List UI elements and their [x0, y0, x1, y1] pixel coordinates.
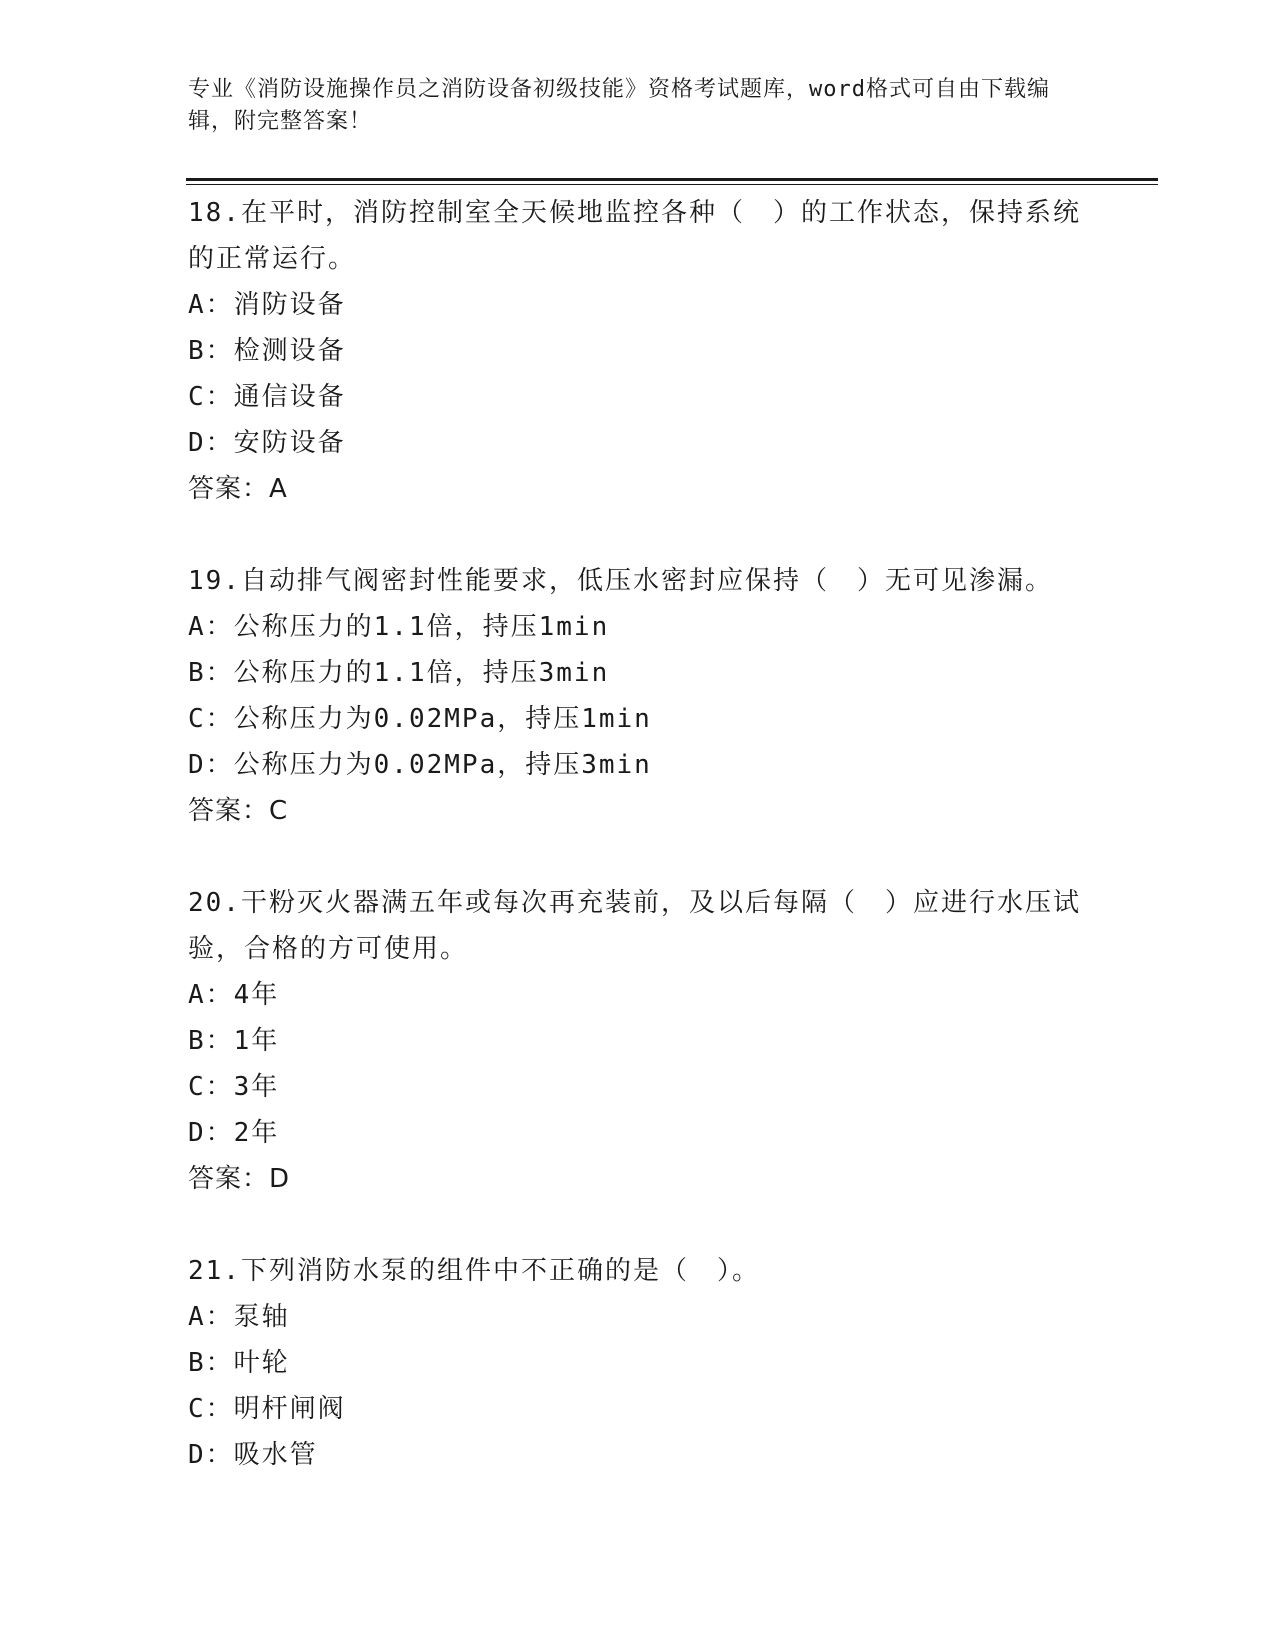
- option-a: A：泵轴: [188, 1302, 290, 1332]
- answer-line: 答案：A: [188, 474, 288, 504]
- option-c: C：通信设备: [188, 382, 346, 412]
- answer-line: 答案：C: [188, 796, 289, 826]
- option-b: B：检测设备: [188, 336, 346, 366]
- option-d: D：吸水管: [188, 1440, 318, 1470]
- option-b: B：公称压力的1.1倍，持压3min: [188, 658, 610, 688]
- option-d: D：2年: [188, 1118, 280, 1148]
- header-divider-thin: [186, 184, 1158, 185]
- option-a: A：公称压力的1.1倍，持压1min: [188, 612, 610, 642]
- option-c: C：3年: [188, 1072, 280, 1102]
- option-a: A：4年: [188, 980, 280, 1010]
- question-20: [188, 880, 1108, 1202]
- answer-line: 答案：D: [188, 1164, 291, 1194]
- question-19: [188, 558, 1108, 834]
- document-header: [188, 74, 1088, 138]
- option-c: C：公称压力为0.02MPa，持压1min: [188, 704, 652, 734]
- option-b: B：1年: [188, 1026, 280, 1056]
- question-stem: 20.干粉灭火器满五年或每次再充装前，及以后每隔（ ）应进行水压试验，合格的方可使用。: [188, 888, 1081, 964]
- option-b: B：叶轮: [188, 1348, 290, 1378]
- option-d: D：公称压力为0.02MPa，持压3min: [188, 750, 652, 780]
- question-stem: 19.自动排气阀密封性能要求，低压水密封应保持（ ）无可见渗漏。: [188, 566, 1053, 596]
- question-21: [188, 1248, 1108, 1478]
- option-a: A：消防设备: [188, 290, 346, 320]
- header-divider-thick: [186, 178, 1158, 181]
- option-c: C：明杆闸阀: [188, 1394, 346, 1424]
- question-stem: 18.在平时，消防控制室全天候地监控各种（ ）的工作状态，保持系统的正常运行。: [188, 198, 1081, 274]
- header-intro-text: 专业《消防设施操作员之消防设备初级技能》资格考试题库，word格式可自由下载编辑，附完整答案！: [188, 77, 1050, 134]
- question-list: [188, 190, 1108, 1478]
- question-18: [188, 190, 1108, 512]
- question-stem: 21.下列消防水泵的组件中不正确的是（ ）。: [188, 1256, 760, 1286]
- option-d: D：安防设备: [188, 428, 346, 458]
